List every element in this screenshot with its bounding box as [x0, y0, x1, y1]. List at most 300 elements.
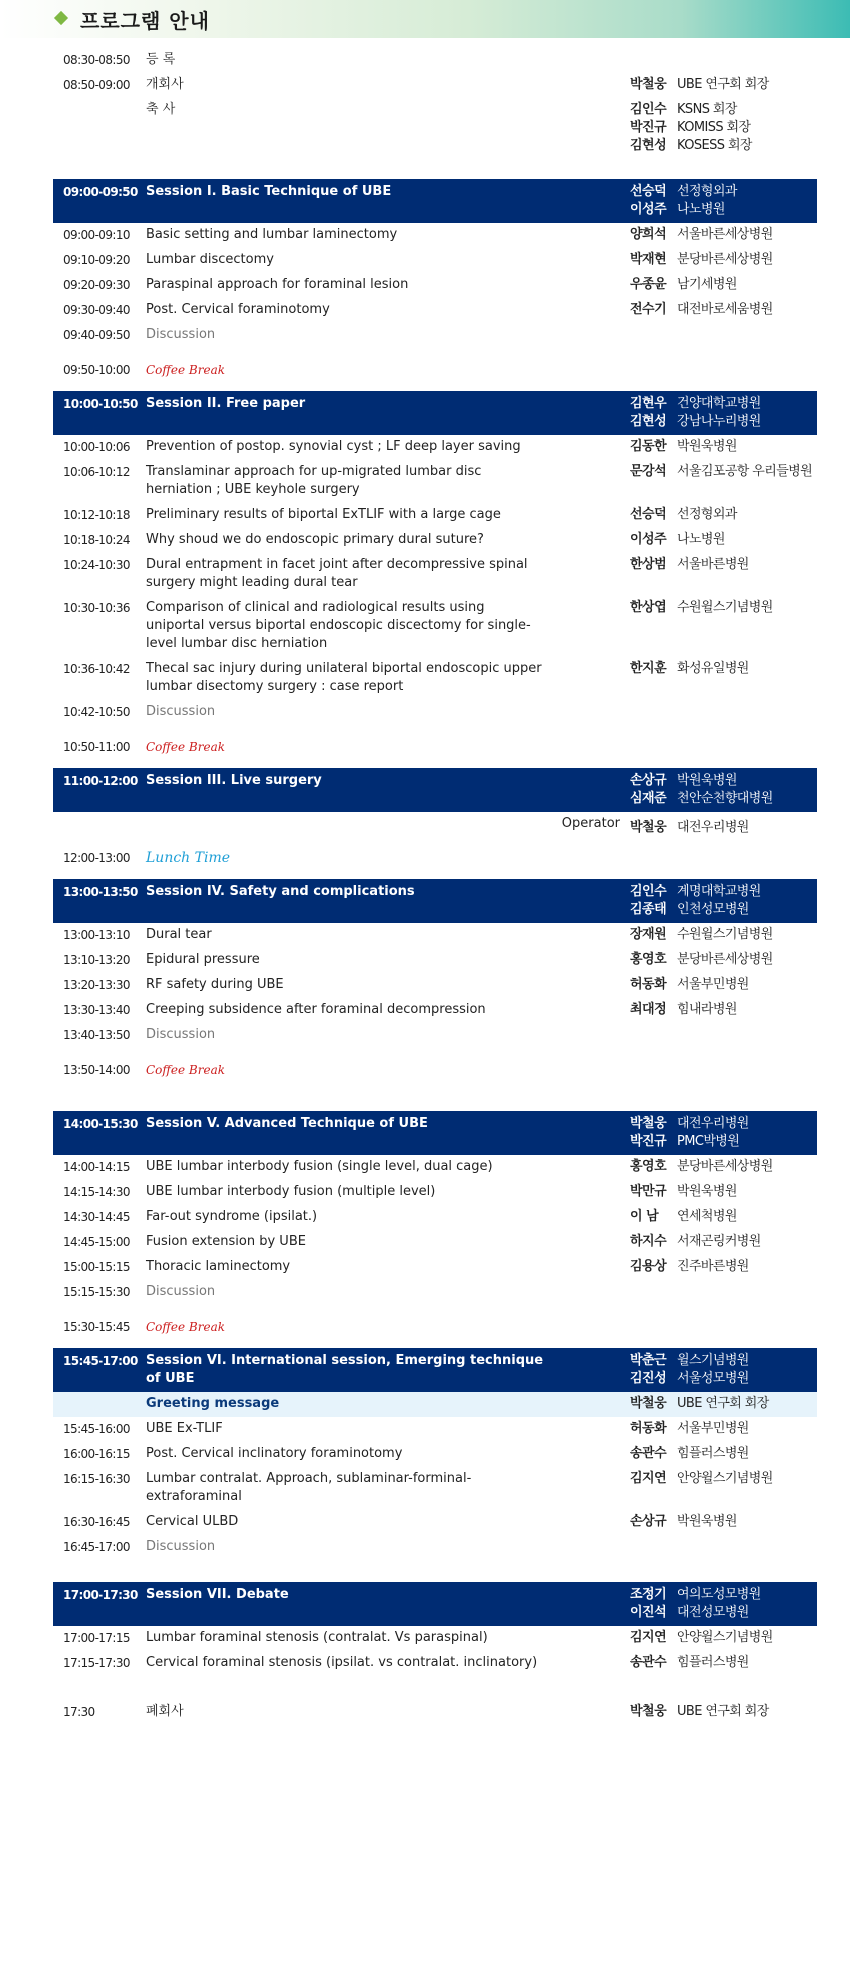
program-title: Session III. Live surgery — [146, 773, 322, 788]
speaker-affiliation: 안양윌스기념병원 — [677, 1630, 773, 1645]
speaker-name: 김현우 — [630, 396, 667, 411]
program-title: UBE lumbar interbody fusion (single level, dual cage) — [146, 1159, 493, 1174]
program-title: Why shoud we do endoscopic primary dural suture? — [146, 532, 484, 547]
schedule-row — [53, 98, 817, 159]
schedule-row — [53, 1155, 817, 1180]
time-slot: 09:00-09:50 — [63, 185, 138, 199]
spacer — [546, 556, 630, 592]
speaker — [630, 556, 817, 574]
spacer — [546, 599, 630, 653]
program-title: Discussion — [146, 1284, 216, 1299]
program-title: Post. Cervical foraminotomy — [146, 302, 330, 317]
program-title: Discussion — [146, 1539, 216, 1554]
page-title: 프로그램 안내 — [80, 9, 210, 33]
speaker-affiliation: UBE 연구회 회장 — [677, 1396, 769, 1411]
speaker-name: 한상엽 — [630, 600, 667, 615]
speaker-list — [630, 531, 817, 549]
spacer — [546, 463, 630, 499]
speaker — [630, 101, 817, 119]
speaker — [630, 976, 817, 994]
speaker-affiliation: 계명대학교병원 — [677, 884, 761, 899]
spacer — [546, 51, 630, 69]
time-slot: 16:45-17:00 — [63, 1540, 130, 1554]
speaker-affiliation: UBE 연구회 회장 — [677, 1704, 769, 1719]
schedule-row — [53, 48, 817, 73]
spacer — [546, 1703, 630, 1721]
speaker-list — [630, 1183, 817, 1201]
schedule-row — [53, 1442, 817, 1467]
time-slot: 17:30 — [63, 1705, 95, 1719]
program-title: Dural tear — [146, 927, 212, 942]
speaker-list — [630, 1395, 817, 1413]
speaker — [630, 660, 817, 678]
speaker-name: 양희석 — [630, 227, 667, 242]
speaker-name: 박재현 — [630, 252, 667, 267]
speaker-affiliation: 수원윌스기념병원 — [677, 600, 773, 615]
spacer — [546, 1629, 630, 1647]
time-slot: 13:00-13:50 — [63, 885, 138, 899]
schedule-row — [53, 528, 817, 553]
speaker — [630, 772, 817, 790]
speaker — [630, 251, 817, 269]
program-title: Lumbar discectomy — [146, 252, 274, 267]
session-header — [53, 768, 817, 812]
program-title: Coffee Break — [146, 1320, 226, 1334]
speaker-list — [630, 276, 817, 294]
speaker-name: 우종윤 — [630, 277, 667, 292]
speaker-name: 김종태 — [630, 902, 667, 917]
spacer — [53, 1562, 817, 1576]
speaker-name: 박진규 — [630, 120, 667, 135]
speaker-affiliation: 남기세병원 — [677, 277, 737, 292]
spacer — [546, 1538, 630, 1556]
schedule-row — [53, 460, 817, 503]
speaker-list — [630, 951, 817, 969]
program-title: Session V. Advanced Technique of UBE — [146, 1116, 428, 1131]
speaker-affiliation: 강남나누리병원 — [677, 414, 761, 429]
speaker-affiliation: KOSESS 회장 — [677, 138, 752, 153]
schedule-row — [53, 998, 817, 1023]
speaker-list — [630, 883, 817, 919]
speaker-name: 장재원 — [630, 927, 667, 942]
speaker — [630, 1420, 817, 1438]
speaker — [630, 1370, 817, 1388]
time-slot: 16:00-16:15 — [63, 1447, 130, 1461]
time-slot: 13:30-13:40 — [63, 1003, 130, 1017]
speaker — [630, 183, 817, 201]
speaker — [630, 137, 817, 155]
program-title: Epidural pressure — [146, 952, 260, 967]
speaker-affiliation: 분당바른세상병원 — [677, 952, 773, 967]
speaker — [630, 1258, 817, 1276]
speaker — [630, 599, 817, 617]
speaker-name: 김진성 — [630, 1371, 667, 1386]
time-slot: 15:15-15:30 — [63, 1285, 130, 1299]
time-slot: 13:20-13:30 — [63, 978, 130, 992]
time-slot: 17:15-17:30 — [63, 1656, 130, 1670]
spacer — [546, 1352, 630, 1388]
time-slot: 15:45-16:00 — [63, 1422, 130, 1436]
speaker-affiliation: 서울바른세상병원 — [677, 227, 773, 242]
speaker-list — [630, 463, 817, 499]
spacer — [546, 926, 630, 944]
speaker-affiliation: UBE 연구회 회장 — [677, 77, 769, 92]
diamond-bullet-icon — [54, 11, 68, 25]
program-title: Coffee Break — [146, 740, 226, 754]
program-title: Basic setting and lumbar laminectomy — [146, 227, 398, 242]
time-slot: 17:00-17:30 — [63, 1588, 138, 1602]
speaker-affiliation: KOMISS 회장 — [677, 120, 751, 135]
spacer — [546, 361, 630, 379]
speaker-list — [630, 1115, 817, 1151]
spacer — [546, 101, 630, 155]
program-title: Thecal sac injury during unilateral biportal endoscopic upper lumbar disectomy surgery : case report — [146, 661, 542, 694]
speaker-affiliation: 힘내라병원 — [677, 1002, 737, 1017]
speaker — [630, 1470, 817, 1488]
speaker-list — [630, 1352, 817, 1388]
program-title: Cervical foraminal stenosis (ipsilat. vs contralat. inclinatory) — [146, 1655, 538, 1670]
speaker-affiliation: 서울김포공항 우리들병원 — [677, 464, 813, 479]
speaker-name: 박철웅 — [630, 1116, 667, 1131]
speaker-list — [630, 772, 817, 808]
speaker-affiliation: 수원윌스기념병원 — [677, 927, 773, 942]
session-header — [53, 1348, 817, 1392]
time-slot: 14:00-14:15 — [63, 1160, 130, 1174]
program-title: 등 록 — [146, 52, 176, 67]
speaker-affiliation: 천안순천향대병원 — [677, 791, 773, 806]
spacer — [546, 1445, 630, 1463]
spacer — [546, 326, 630, 344]
program-title: Creeping subsidence after foraminal decompression — [146, 1002, 486, 1017]
speaker-name: 허동화 — [630, 977, 667, 992]
speaker — [630, 301, 817, 319]
speaker — [630, 1395, 817, 1413]
speaker-list — [630, 703, 817, 721]
time-slot: 10:18-10:24 — [63, 533, 130, 547]
program-title: Comparison of clinical and radiological results using uniportal versus biportal endoscopic discectomy for single-level lumbar disc herniation — [146, 600, 531, 651]
speaker-list — [630, 1654, 817, 1672]
time-slot: 10:12-10:18 — [63, 508, 130, 522]
speaker-name: 박철웅 — [630, 1704, 667, 1719]
speaker — [630, 413, 817, 431]
time-slot: 13:40-13:50 — [63, 1028, 130, 1042]
schedule-row — [53, 1510, 817, 1535]
speaker-name: 김현성 — [630, 138, 667, 153]
speaker-list — [630, 1445, 817, 1463]
schedule-row — [53, 1700, 817, 1725]
session-header — [53, 1582, 817, 1626]
program-title: Session I. Basic Technique of UBE — [146, 184, 392, 199]
spacer — [546, 1395, 630, 1413]
operator-row — [53, 812, 817, 838]
speaker — [630, 926, 817, 944]
speaker-affiliation: 대전우리병원 — [677, 1116, 749, 1131]
speaker — [630, 1586, 817, 1604]
speaker-list — [630, 849, 817, 867]
coffee-break-row — [53, 358, 817, 383]
speaker-list — [630, 76, 817, 94]
time-slot: 14:30-14:45 — [63, 1210, 130, 1224]
spacer — [546, 301, 630, 319]
spacer — [546, 1183, 630, 1201]
time-slot: 14:45-15:00 — [63, 1235, 130, 1249]
program-title: 축 사 — [146, 102, 176, 117]
speaker-list — [630, 976, 817, 994]
time-slot: 16:30-16:45 — [63, 1515, 130, 1529]
speaker-name: 한상범 — [630, 557, 667, 572]
spacer — [53, 1676, 817, 1700]
schedule-row — [53, 1255, 817, 1280]
speaker — [630, 119, 817, 137]
speaker-list — [630, 1026, 817, 1044]
spacer — [546, 438, 630, 456]
program-title: Far-out syndrome (ipsilat.) — [146, 1209, 318, 1224]
spacer — [546, 849, 630, 867]
spacer — [546, 1061, 630, 1079]
time-slot: 09:00-09:10 — [63, 228, 130, 242]
speaker-list — [630, 1318, 817, 1336]
speaker-name: 홍영호 — [630, 952, 667, 967]
program-title: Greeting message — [146, 1396, 280, 1411]
speaker — [630, 1654, 817, 1672]
schedule-row — [53, 73, 817, 98]
time-slot: 15:30-15:45 — [63, 1320, 130, 1334]
program-title: Prevention of postop. synovial cyst ; LF deep layer saving — [146, 439, 521, 454]
speaker-affiliation: 인천성모병원 — [677, 902, 749, 917]
program-title: Lumbar contralat. Approach, sublaminar-forminal-extraforaminal — [146, 1471, 472, 1504]
speaker-affiliation: 대전바로세움병원 — [677, 302, 773, 317]
speaker-list — [630, 926, 817, 944]
speaker — [630, 395, 817, 413]
speaker-affiliation: 서울부민병원 — [677, 1421, 749, 1436]
speaker-list — [630, 1233, 817, 1251]
speaker-list — [630, 1061, 817, 1079]
schedule-row — [53, 923, 817, 948]
speaker-name: 조정기 — [630, 1587, 667, 1602]
spacer — [546, 1258, 630, 1276]
time-slot: 08:50-09:00 — [63, 78, 130, 92]
speaker-affiliation: PMC박병원 — [677, 1134, 740, 1149]
speaker-name: 손상규 — [630, 773, 667, 788]
speaker-list — [630, 395, 817, 431]
speaker-name: 김지연 — [630, 1630, 667, 1645]
speaker-name: 전수기 — [630, 302, 667, 317]
speaker-affiliation: 서울바른병원 — [677, 557, 749, 572]
spacer — [546, 660, 630, 696]
speaker — [630, 438, 817, 456]
speaker-affiliation: 나노병원 — [677, 532, 725, 547]
speaker-affiliation: 선정형외과 — [677, 507, 737, 522]
schedule-row — [53, 657, 817, 700]
spacer — [546, 1586, 630, 1622]
time-slot: 13:10-13:20 — [63, 953, 130, 967]
time-slot — [53, 101, 146, 155]
speaker — [630, 531, 817, 549]
time-slot: 15:00-15:15 — [63, 1260, 130, 1274]
spacer — [546, 531, 630, 549]
schedule-row — [53, 1230, 817, 1255]
program-title: Discussion — [146, 704, 216, 719]
speaker-name: 하지수 — [630, 1234, 667, 1249]
speaker-name: 손상규 — [630, 1514, 667, 1529]
speaker — [630, 463, 817, 481]
speaker-name: 허동화 — [630, 1421, 667, 1436]
speaker-list — [630, 226, 817, 244]
time-slot: 10:06-10:12 — [63, 465, 130, 479]
speaker-list — [630, 1283, 817, 1301]
program-title: Preliminary results of biportal ExTLIF with a large cage — [146, 507, 501, 522]
speaker-affiliation: 대전우리병원 — [677, 820, 749, 835]
coffee-break-row — [53, 1058, 817, 1083]
coffee-break-row — [53, 1315, 817, 1340]
speaker-affiliation: 선정형외과 — [677, 184, 737, 199]
session-header — [53, 391, 817, 435]
speaker — [630, 1703, 817, 1721]
coffee-break-row — [53, 735, 817, 760]
schedule-row — [53, 248, 817, 273]
spacer — [546, 1158, 630, 1176]
speaker-list — [630, 1470, 817, 1506]
time-slot: 10:30-10:36 — [63, 601, 130, 615]
spacer — [546, 1026, 630, 1044]
spacer — [546, 976, 630, 994]
spacer — [546, 1001, 630, 1019]
spacer — [53, 1091, 817, 1105]
speaker-name: 선승덕 — [630, 507, 667, 522]
program-title: Dural entrapment in facet joint after decompressive spinal surgery might leading dural tear — [146, 557, 528, 590]
program-title: 개회사 — [146, 77, 184, 92]
greeting-row — [53, 1392, 817, 1417]
speaker-name: 문강석 — [630, 464, 667, 479]
speaker — [630, 883, 817, 901]
speaker-name: 최대정 — [630, 1002, 667, 1017]
speaker — [630, 1158, 817, 1176]
speaker — [630, 1233, 817, 1251]
speaker-affiliation: 박원욱병원 — [677, 1514, 737, 1529]
speaker-list — [630, 1258, 817, 1276]
program-title: Session II. Free paper — [146, 396, 306, 411]
speaker-name: 이성주 — [630, 202, 667, 217]
time-slot: 14:00-15:30 — [63, 1117, 138, 1131]
program-title: Cervical ULBD — [146, 1514, 239, 1529]
speaker-name: 김동한 — [630, 439, 667, 454]
speaker-affiliation: 분당바른세상병원 — [677, 252, 773, 267]
speaker-list — [630, 599, 817, 653]
schedule-row — [53, 700, 817, 727]
speaker-affiliation: 박원욱병원 — [677, 773, 737, 788]
speaker-name: 김지연 — [630, 1471, 667, 1486]
speaker-affiliation: 박원욱병원 — [677, 439, 737, 454]
time-slot: 13:00-13:10 — [63, 928, 130, 942]
spacer — [546, 183, 630, 219]
schedule-row — [53, 1180, 817, 1205]
speaker-name: 김현성 — [630, 414, 667, 429]
speaker-name: 송관수 — [630, 1446, 667, 1461]
program-title: 폐회사 — [146, 1704, 184, 1719]
spacer — [546, 883, 630, 919]
schedule-row — [53, 1535, 817, 1562]
spacer — [546, 703, 630, 721]
speaker-affiliation: 서울부민병원 — [677, 977, 749, 992]
speaker — [630, 76, 817, 94]
speaker-name: 박진규 — [630, 1134, 667, 1149]
speaker-name: 송관수 — [630, 1655, 667, 1670]
speaker — [630, 1133, 817, 1151]
spacer — [546, 1233, 630, 1251]
schedule-row — [53, 973, 817, 998]
speaker — [630, 1115, 817, 1133]
program-title: Coffee Break — [146, 1063, 226, 1077]
speaker-affiliation: 여의도성모병원 — [677, 1587, 761, 1602]
spacer — [546, 76, 630, 94]
time-slot: 15:45-17:00 — [63, 1354, 138, 1368]
time-slot: 09:50-10:00 — [63, 363, 130, 377]
time-slot: 10:24-10:30 — [63, 558, 130, 572]
schedule-row — [53, 948, 817, 973]
time-slot: 09:10-09:20 — [63, 253, 130, 267]
speaker — [630, 1208, 817, 1226]
speaker-list — [630, 506, 817, 524]
speaker-list — [630, 326, 817, 344]
schedule-row — [53, 1023, 817, 1050]
program-title: Session VII. Debate — [146, 1587, 289, 1602]
time-slot: 14:15-14:30 — [63, 1185, 130, 1199]
time-slot: 08:30-08:50 — [63, 53, 130, 67]
speaker-affiliation: 화성유일병원 — [677, 661, 749, 676]
speaker-affiliation: 연세척병원 — [677, 1209, 737, 1224]
spacer — [546, 1470, 630, 1506]
program-title: UBE lumbar interbody fusion (multiple level) — [146, 1184, 436, 1199]
schedule-row — [53, 435, 817, 460]
speaker — [630, 1629, 817, 1647]
speaker — [630, 1352, 817, 1370]
spacer — [546, 251, 630, 269]
session-header — [53, 879, 817, 923]
lunch-break-row — [53, 846, 817, 871]
speaker-list — [630, 361, 817, 379]
speaker-name: 박철웅 — [630, 77, 667, 92]
speaker-name: 이진석 — [630, 1605, 667, 1620]
schedule-row — [53, 553, 817, 596]
schedule-row — [53, 1417, 817, 1442]
spacer — [53, 159, 817, 173]
spacer — [546, 1654, 630, 1672]
speaker-affiliation: 서재곤링커병원 — [677, 1234, 761, 1249]
speaker — [630, 1513, 817, 1531]
speaker — [630, 790, 817, 808]
operator-label: Operator — [561, 816, 620, 831]
speaker-affiliation: 대전성모병원 — [677, 1605, 749, 1620]
speaker — [630, 276, 817, 294]
time-slot: 09:30-09:40 — [63, 303, 130, 317]
schedule-row — [53, 298, 817, 323]
speaker-list — [630, 51, 817, 69]
spacer — [546, 276, 630, 294]
spacer — [546, 395, 630, 431]
spacer — [546, 951, 630, 969]
program-title: Discussion — [146, 1027, 216, 1042]
schedule-row — [53, 223, 817, 248]
speaker-affiliation: 안양윌스기념병원 — [677, 1471, 773, 1486]
speaker-list — [630, 1420, 817, 1438]
time-slot: 10:50-11:00 — [63, 740, 130, 754]
program-title: UBE Ex-TLIF — [146, 1421, 223, 1436]
speaker-list — [630, 101, 817, 155]
speaker-list — [630, 1629, 817, 1647]
speaker-name: 김용상 — [630, 1259, 667, 1274]
speaker-affiliation: 박원욱병원 — [677, 1184, 737, 1199]
speaker-name: 김인수 — [630, 102, 667, 117]
